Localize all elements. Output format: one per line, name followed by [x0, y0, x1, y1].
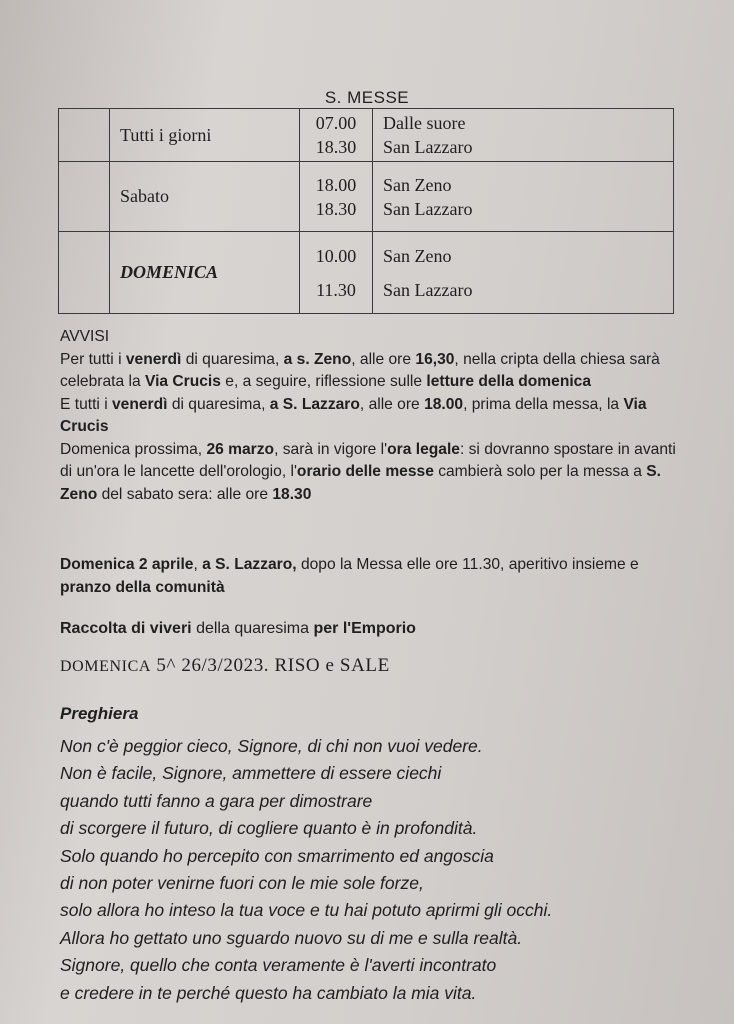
notice-paragraph — [60, 349, 680, 394]
text: 5^ 26/3/2023. RISO e SALE — [151, 655, 390, 676]
mass-schedule-table — [58, 108, 674, 314]
time-cell — [300, 232, 373, 314]
prayer-line: quando tutti fanno a gara per dimostrare — [60, 790, 373, 811]
prayer-line: Non c'è peggior cieco, Signore, di chi non vuoi vedere. — [60, 736, 483, 756]
time: 18.30 — [315, 137, 357, 157]
text: 16,30 — [415, 350, 455, 368]
time: 07.00 — [315, 113, 357, 133]
prayer-title: Preghiera — [60, 704, 139, 723]
time: 18.30 — [315, 198, 357, 219]
notices-section — [60, 326, 680, 506]
text: a s. Zeno — [283, 350, 352, 368]
schedule-row-sunday — [59, 232, 674, 314]
event-notice — [60, 554, 680, 599]
time: 10.00 — [315, 245, 357, 266]
prayer-line: Signore, quello che conta veramente è l'averti incontrato — [60, 955, 497, 976]
text: dopo la Messa elle ore 11.30, aperitivo insieme e — [296, 556, 639, 573]
place: Dalle suore — [383, 113, 466, 133]
prayer-text — [60, 733, 690, 1007]
place: San Zeno — [383, 245, 452, 266]
text: e, a seguire, riflessione sulle — [220, 373, 427, 390]
time-cell — [300, 109, 373, 162]
place: San Lazzaro — [383, 137, 473, 157]
text: a S. Lazzaro, — [202, 556, 297, 573]
notice-paragraph — [60, 439, 680, 507]
text: letture della domenica — [426, 373, 592, 390]
place: San Zeno — [383, 174, 452, 195]
text: Per tutti i — [60, 350, 126, 368]
text: orario delle messe — [296, 463, 434, 480]
text: pranzo della comunità — [60, 578, 225, 596]
notices-heading: AVVISI — [60, 328, 110, 345]
text: venerdì — [112, 395, 168, 413]
text: , alle ore — [351, 350, 416, 368]
time: 18.00 — [315, 174, 357, 195]
blank-cell — [59, 162, 110, 232]
schedule-row-saturday — [59, 162, 674, 232]
text: venerdì — [125, 350, 182, 368]
text: , prima della messa, la — [463, 395, 624, 413]
text: , — [193, 556, 203, 573]
text: DOMENICA — [60, 658, 152, 675]
text: cambierà solo per la messa a — [433, 463, 647, 480]
text: di quaresima, — [167, 395, 270, 413]
text: 18.00 — [424, 395, 464, 413]
text: S. Zeno — [60, 463, 661, 503]
notice-paragraph — [60, 394, 680, 439]
sunday-collection-line — [60, 655, 680, 679]
time: 11.30 — [316, 279, 356, 300]
place-cell — [373, 109, 674, 162]
text: Via Crucis — [60, 395, 647, 435]
blank-cell — [59, 232, 110, 314]
schedule-row-weekdays — [59, 109, 674, 162]
text: : si dovranno spostare in avanti di un'ora le lancette dell'orologio, l' — [60, 440, 676, 480]
prayer-line: Allora ho gettato uno sguardo nuovo su di me e sulla realtà. — [60, 927, 523, 948]
prayer-line: di scorgere il futuro, di cogliere quanto è in profondità. — [60, 818, 478, 839]
place-cell — [373, 162, 674, 232]
text: a S. Lazzaro — [269, 395, 360, 413]
prayer-line: di non poter venirne fuori con le mie sole forze, — [60, 873, 424, 894]
text: , nella cripta della chiesa sarà celebrata la — [60, 350, 660, 390]
text: 18.30 — [272, 485, 312, 503]
text: Via Crucis — [144, 373, 221, 390]
day-cell: Sabato — [110, 162, 300, 232]
place: San Lazzaro — [383, 198, 473, 219]
prayer-line: e credere in te perché questo ha cambiato la mia vita. — [60, 982, 477, 1003]
place: San Lazzaro — [383, 279, 473, 300]
text: Domenica prossima, — [60, 440, 207, 458]
text: , sarà in vigore l' — [274, 440, 388, 458]
text: della quaresima — [191, 620, 314, 637]
text: di quaresima, — [181, 350, 284, 368]
prayer-line: Non è facile, Signore, ammettere di essere ciechi — [60, 763, 442, 784]
text: 26 marzo — [206, 440, 275, 458]
blank-cell — [59, 109, 110, 162]
text: per l'Emporio — [313, 620, 416, 637]
day-cell: Tutti i giorni — [110, 109, 300, 162]
text: del sabato sera: alle ore — [97, 485, 273, 503]
text: , alle ore — [359, 395, 425, 413]
time-cell — [300, 162, 373, 232]
prayer-line: Solo quando ho percepito con smarrimento ed angoscia — [60, 845, 494, 866]
place-cell — [373, 232, 674, 314]
text: E tutti i — [60, 395, 112, 413]
prayer-line: solo allora ho inteso la tua voce e tu hai potuto aprirmi gli occhi. — [60, 900, 553, 921]
text: Raccolta di viveri — [60, 620, 192, 637]
collection-notice — [60, 618, 680, 641]
text: Domenica 2 aprile — [60, 556, 194, 573]
text: ora legale — [387, 440, 460, 458]
schedule-title: S. MESSE — [324, 88, 410, 107]
day-cell: DOMENICA — [110, 232, 300, 314]
